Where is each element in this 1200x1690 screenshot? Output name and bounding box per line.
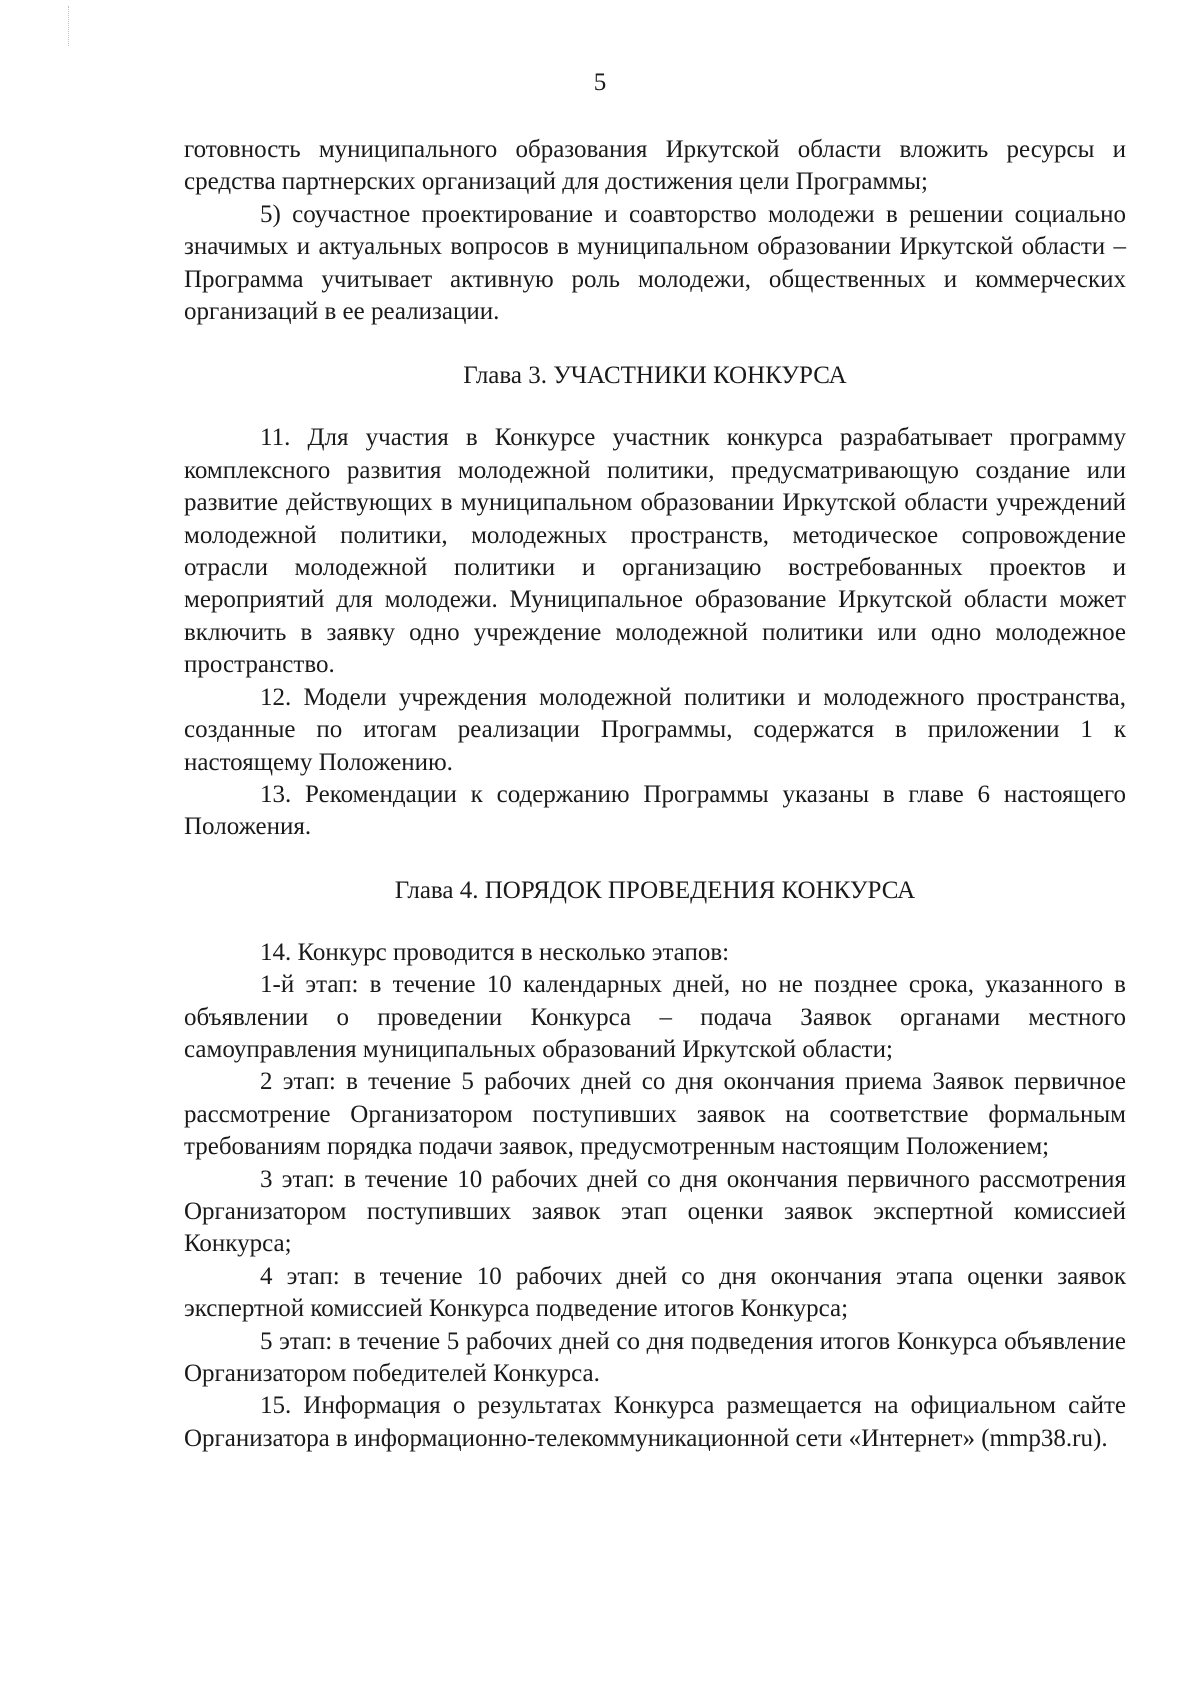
paragraph-15: 15. Информация о результатах Конкурса размещается на официальном сайте Организатора в информационно-телекоммуникационной сети «Интернет» (mmp38.ru). xyxy=(184,1392,1126,1452)
chapter-3-heading: Глава 3. УЧАСТНИКИ КОНКУРСА xyxy=(463,362,847,390)
continuation-paragraph: готовность муниципального образования Иркутской области вложить ресурсы и средства партнерских организаций для достижения цели Программы; xyxy=(184,136,1126,196)
scan-artifact xyxy=(68,6,70,46)
paragraph-13: 13. Рекомендации к содержанию Программы указаны в главе 6 настоящего Положения. xyxy=(184,780,1126,841)
stage-2: 2 этап: в течение 5 рабочих дней со дня окончания приема Заявок первичное рассмотрение Организатором поступивших заявок на соответствие формальным требованиям порядка подачи заявок, предусмотренным настоящим Положением; xyxy=(184,1068,1126,1161)
list-item-5: 5) соучастное проектирование и соавторство молодежи в решении социально значимых и актуальных вопросов в муниципальном образовании Иркутской области – Программа учитывает активную роль молодежи, общественных и коммерческих организаций в ее реализации. xyxy=(184,200,1126,326)
stage-5: 5 этап: в течение 5 рабочих дней со дня подведения итогов Конкурса объявление Организатором победителей Конкурса. xyxy=(184,1327,1126,1387)
page-number: 5 xyxy=(593,69,607,96)
paragraph-12: 12. Модели учреждения молодежной политики и молодежного пространства, созданные по итогам реализации Программы, содержатся в приложении 1 к настоящему Положению. xyxy=(184,683,1126,776)
stage-4: 4 этап: в течение 10 рабочих дней со дня окончания этапа оценки заявок экспертной комиссией Конкурса подведение итогов Конкурса; xyxy=(184,1262,1126,1323)
paragraph-11: 11. Для участия в Конкурсе участник конкурса разрабатывает программу комплексного развития молодежной политики, предусматривающую создание или развитие действующих в муниципальном образовании Иркутской области учреждений молодежной политики, молодежных пространств, методическое сопровождение отрасли молодежной политики и организацию востребованных проектов и мероприятий для молодежи. Муниципальное образование Иркутской области может включить в заявку одно учреждение молодежной политики или одно молодежное пространство. xyxy=(184,424,1126,679)
document-body xyxy=(184,134,1126,1455)
stage-1: 1-й этап: в течение 10 календарных дней, но не позднее срока, указанного в объявлении о проведении Конкурса – подача Заявок органами местного самоуправления муниципальных образований Иркутской области; xyxy=(184,971,1126,1063)
paragraph-14: 14. Конкурс проводится в несколько этапов: xyxy=(260,938,730,966)
chapter-4-heading: Глава 4. ПОРЯДОК ПРОВЕДЕНИЯ КОНКУРСА xyxy=(394,876,916,904)
stage-3: 3 этап: в течение 10 рабочих дней со дня окончания первичного рассмотрения Организатором поступивших заявок этап оценки заявок экспертной комиссией Конкурса; xyxy=(184,1165,1126,1258)
